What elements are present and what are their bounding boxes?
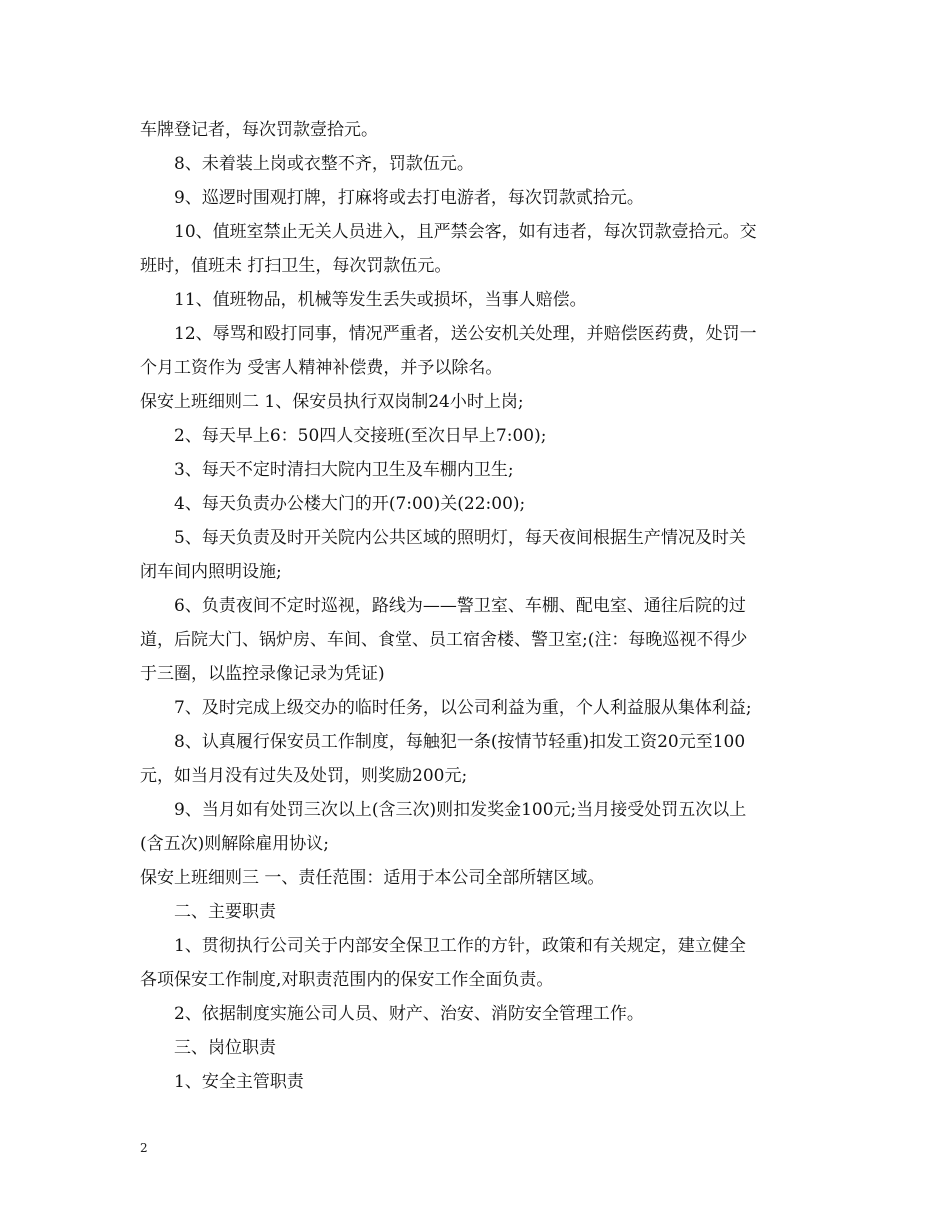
text-line: 10、值班室禁止无关人员进入，且严禁会客，如有违者，每次罚款壹拾元。交	[174, 222, 757, 242]
text-line: 5、每天负责及时开关院内公共区域的照明灯，每天夜间根据生产情况及时关	[174, 528, 746, 548]
text-line: 8、未着装上岗或衣整不齐，罚款伍元。	[174, 154, 474, 174]
text-line: 元，如当月没有过失及处罚，则奖励200元;	[140, 766, 468, 786]
text-line: 2、每天早上6：50四人交接班(至次日早上7:00);	[174, 426, 547, 446]
text-line: 保安上班细则三 一、责任范围：适用于本公司全部所辖区域。	[140, 868, 605, 888]
text-line: 3、每天不定时清扫大院内卫生及车棚内卫生;	[174, 460, 514, 480]
text-line: 9、巡逻时围观打牌，打麻将或去打电游者，每次罚款贰拾元。	[174, 188, 644, 208]
text-line: 各项保安工作制度,对职责范围内的保安工作全面负责。	[140, 970, 554, 990]
text-line: 保安上班细则二 1、保安员执行双岗制24小时上岗;	[140, 392, 524, 412]
text-line: 个月工资作为 受害人精神补偿费，并予以除名。	[140, 358, 503, 378]
text-line: 7、及时完成上级交办的临时任务，以公司利益为重，个人利益服从集体利益;	[174, 698, 752, 718]
document-body	[140, 113, 810, 1099]
text-line: 8、认真履行保安员工作制度，每触犯一条(按情节轻重)扣发工资20元至100	[174, 732, 746, 752]
text-line: 11、值班物品，机械等发生丢失或损坏，当事人赔偿。	[174, 290, 587, 310]
text-line: 于三圈，以监控录像记录为凭证)	[140, 664, 385, 684]
text-line: 1、安全主管职责	[174, 1072, 304, 1092]
text-line: 车牌登记者，每次罚款壹拾元。	[140, 120, 378, 140]
text-line: 道，后院大门、锅炉房、车间、食堂、员工宿舍楼、警卫室;(注：每晚巡视不得少	[140, 630, 748, 650]
text-line: 1、贯彻执行公司关于内部安全保卫工作的方针，政策和有关规定，建立健全	[174, 936, 746, 956]
text-line: 闭车间内照明设施;	[140, 562, 282, 582]
text-line: 4、每天负责办公楼大门的开(7:00)关(22:00);	[174, 494, 526, 514]
text-line: 班时，值班未 打扫卫生，每次罚款伍元。	[140, 256, 452, 276]
text-line: 9、当月如有处罚三次以上(含三次)则扣发奖金100元;当月接受处罚五次以上	[174, 800, 747, 820]
page-number: 2	[140, 1141, 148, 1155]
text-line: 6、负责夜间不定时巡视，路线为——警卫室、车棚、配电室、通往后院的过	[174, 596, 746, 616]
text-line: 三、岗位职责	[174, 1038, 276, 1058]
text-line: 2、依据制度实施公司人员、财产、治安、消防安全管理工作。	[174, 1004, 644, 1024]
text-line: 12、辱骂和殴打同事，情况严重者，送公安机关处理，并赔偿医药费，处罚一	[174, 324, 757, 344]
text-line: 二、主要职责	[174, 902, 276, 922]
text-line: (含五次)则解除雇用协议;	[140, 834, 329, 854]
